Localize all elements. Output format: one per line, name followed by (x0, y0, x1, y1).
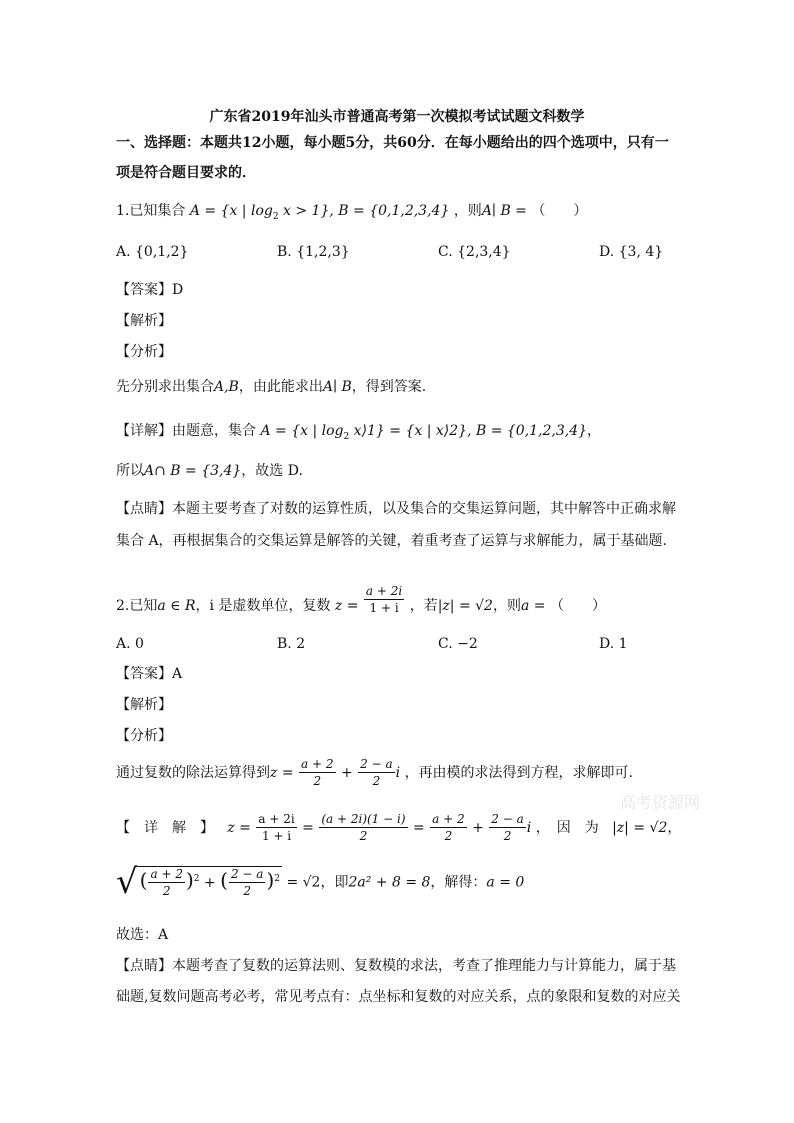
q2-option-a: A. 0 (116, 636, 144, 652)
q2-note-line2: 础题,复数问题高考必考，常见考点有：点坐标和复数的对应关系，点的象限和复数的对应关 (116, 989, 681, 1005)
q1-option-c: C. {2,3,4} (438, 244, 511, 260)
q1-stem: 1.已知集合 A = {x | $\log_2 x > 1$}, B = {0,1,2,3,4} ，则A∣ B = （ ） (116, 203, 588, 222)
q1-jiexi: 【解析】 (116, 313, 172, 329)
q1-note-line2: 集合 A，再根据集合的交集运算是解答的关键，着重考查了运算与求解能力，属于基础题. (116, 533, 668, 549)
doc-title: 广东省2019年汕头市普通高考第一次模拟考试试题文科数学 (209, 109, 585, 125)
q2-note-line1: 【点睛】本题考查了复数的运算法则、复数模的求法，考查了推理能力与计算能力，属于基 (116, 958, 676, 974)
q2-jiexi: 【解析】 (116, 697, 172, 713)
q2-option-d: D. 1 (599, 636, 628, 652)
q1-option-b: B. {1,2,3} (277, 244, 350, 260)
section-heading-line2: 项是符合题目要求的． (116, 165, 256, 181)
q2-fenxi: 【分析】 (116, 728, 172, 744)
q2-analysis: 通过复数的除法运算得到z = $\frac{a + 2}{2}$ + $\frac{2 - a}{2}$ i ，再由模的求法得到方程，求解即可. (116, 757, 634, 789)
q2-detail: 【 详 解 】 z = $\frac{a + 2i}{1 + i}$ = $\frac{(a + 2i)(1 - i)}{2}$ = $\frac{a + 2}{2}$ + $\frac{2 - a}{2}$ i ， 因 为 |z| = √2， (116, 812, 682, 844)
q1-option-d: D. {3, 4} (599, 244, 664, 260)
q2-option-c: C. −2 (438, 636, 478, 652)
q1-conclusion: 所以A∩ B = {3,4}，故选 D. (116, 463, 303, 479)
q1-option-a: A. {0,1,2} (116, 244, 189, 260)
q2-solution: √ ( $\frac{a + 2}{2}$ )$^2$ + ( $\frac{2 - a}{2}$ )$^2$ = √2，即2a² + 8 = 8，解得：a = 0 (116, 862, 525, 902)
q2-choose: 故选：A (116, 927, 169, 943)
q1-note-line1: 【点睛】本题主要考查了对数的运算性质，以及集合的交集运算问题，其中解答中正确求解 (116, 501, 676, 517)
section-heading-line1: 一、选择题：本题共12小题，每小题5分，共60分．在每小题给出的四个选项中，只有一 (116, 135, 669, 151)
q2-option-b: B. 2 (277, 636, 306, 652)
q2-stem: 2.已知a ∈ R，i 是虚数单位，复数 z = $\frac{a + 2i}{1 + i}$ ，若|z| = √2，则a = （ ） (116, 584, 606, 616)
q1-fenxi: 【分析】 (116, 344, 172, 360)
watermark: 高考资源网 (620, 793, 701, 812)
q2-answer: 【答案】A (116, 666, 183, 682)
q1-analysis: 先分别求出集合A,B，由此能求出A∣ B，得到答案. (116, 379, 427, 395)
q1-detail: 【详解】由题意，集合 A = {x | $\log_2$ x⟩1} = {x | x⟩2}, B = {0,1,2,3,4}， (116, 423, 602, 442)
q1-answer: 【答案】D (116, 282, 184, 298)
